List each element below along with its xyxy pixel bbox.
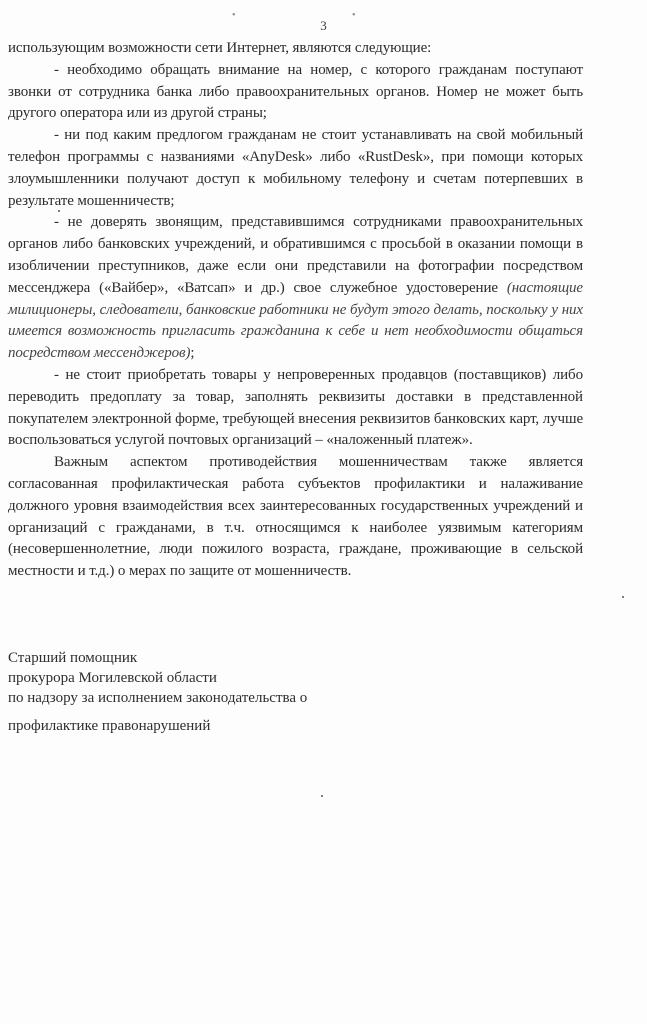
signature-office: прокурора Могилевской области xyxy=(8,670,217,686)
paragraph-prevention: Важным аспектом противодействия мошенничествам также является согласованная профилактическая работа субъектов профилактики и налаживание должного уровня взаимодействия всех заинтересованных государственных учреждений и организаций с гражданами, в т.ч. относящимся к наиболее уязвимым категориям (несовершеннолетние, люди пожилого возраста, граждане, проживающие в сельской местности и т.д.) о мерах по защите от мошенничеств. xyxy=(8,454,583,580)
scan-speck xyxy=(58,210,60,212)
signature-department-line2: профилактике правонарушений xyxy=(8,718,211,734)
paragraph-prepayment: - не стоит приобретать товары у непроверенных продавцов (поставщиков) либо переводить предоплату за товар, заполнять реквизиты доставки в представленной покупателем электронной форме, требующей внесения реквизитов банковских карт, лучше воспользоваться услугой почтовых организаций – «наложенный платеж». xyxy=(8,366,583,449)
scan-artifact: • xyxy=(232,10,236,21)
paragraph-phone-number: - необходимо обращать внимание на номер, с которого гражданам поступают звонки от сотрудника банка либо правоохранительных органов. Номер не может быть другого оператора или из другой страны; xyxy=(8,61,583,122)
paragraph-do-not-trust-text: - не доверять звонящим, представившимся сотрудниками правоохранительных органов либо банковских учреждений, и обратившимся с просьбой в оказании помощи в изобличении преступников, даже если они представили на фотографии посредством мессенджера («Вайбер», «Ватсап» и др.) свое служебное удостоверение xyxy=(8,214,583,296)
paragraph-do-not-trust-end: ; xyxy=(190,345,195,362)
signature-department-line1: по надзору за исполнением законодательства о xyxy=(8,690,308,706)
paragraph-intro: использующим возможности сети Интернет, являются следующие: xyxy=(8,40,432,56)
paragraph-remote-apps: - ни под каким предлогом гражданам не стоит устанавливать на свой мобильный телефон программы с названиями «AnyDesk» либо «RustDesk», при помощи которых злоумышленники получают доступ к мобильному телефону и счетам потерпевших в результате мошенничеств; xyxy=(8,127,583,209)
paragraph-italic-note: (настоящие милиционеры, следователи, банковские работники не будут этого делать, поскольку у них имеется возможность пригласить гражданина к себе и нет необходимости общаться посредством мессенджеров) xyxy=(8,279,583,362)
scan-speck xyxy=(622,596,624,598)
document-body xyxy=(8,38,583,583)
paragraph-do-not-trust xyxy=(8,212,583,365)
scan-artifact: • xyxy=(352,10,356,21)
page-number: 3 xyxy=(320,18,327,33)
signature-position: Старший помощник xyxy=(8,650,138,666)
scan-speck xyxy=(321,795,323,797)
signature-block xyxy=(8,648,428,736)
